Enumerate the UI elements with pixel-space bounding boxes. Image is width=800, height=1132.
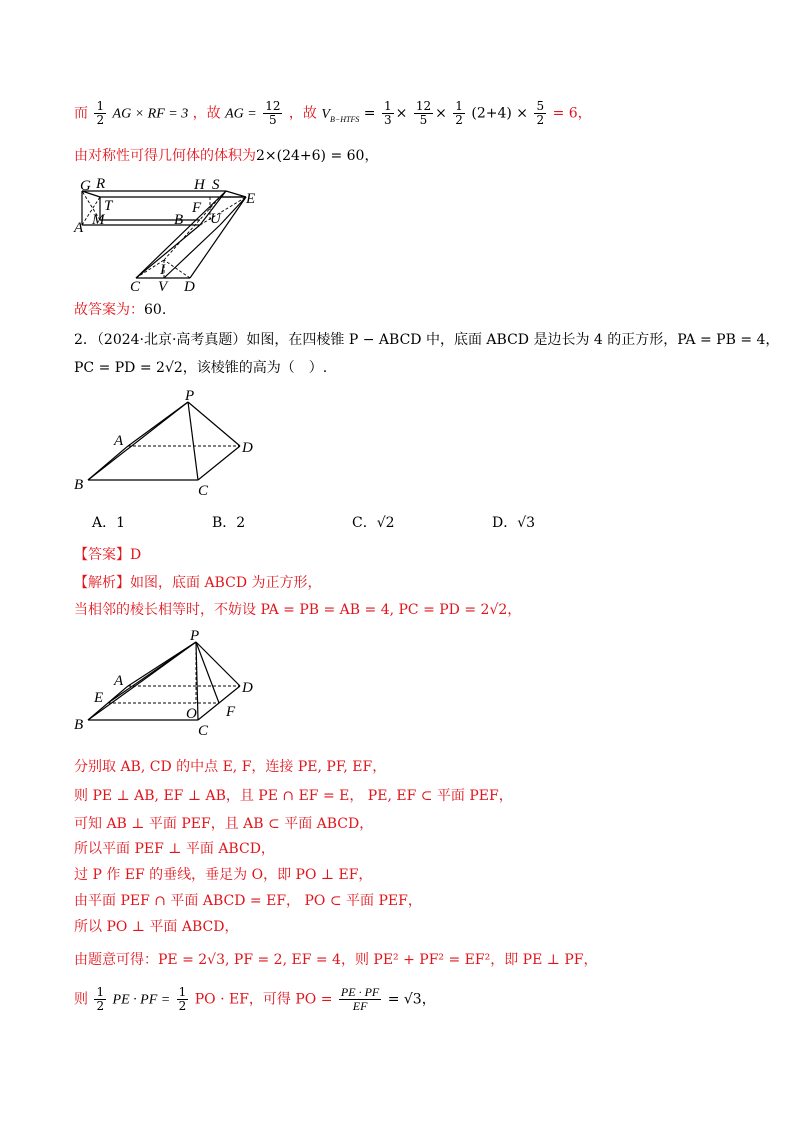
frac-den: 5 [269, 113, 277, 127]
fraction [414, 100, 433, 127]
step-prefix: 则 [74, 991, 88, 1008]
label-B: B [174, 212, 184, 228]
figure-pyramid [70, 388, 270, 503]
frac-den: 2 [96, 113, 105, 127]
label-B: B [74, 717, 84, 733]
label-B: B [74, 477, 84, 493]
frac-num: 5 [536, 99, 545, 113]
option-a[interactable]: A．1 [92, 515, 126, 531]
frac-den: 5 [419, 113, 428, 127]
step-5: 过 P 作 EF 的垂线，垂足为 O，即 PO ⊥ EF， [74, 867, 373, 883]
math-expr: PO · EF，可得 PO = [194, 991, 333, 1008]
question-2-line-1: 2．（2024·北京·高考真题）如图，在四棱锥 P − ABCD 中，底面 ABCD 是边长为 4 的正方形，PA = PB = 4， [74, 332, 780, 348]
label-I: I [160, 262, 165, 278]
label-U: U [210, 211, 221, 227]
label-A: A [114, 673, 124, 689]
option-c[interactable]: C．√2 [352, 515, 395, 531]
frac-num: 12 [265, 99, 281, 113]
fraction [94, 986, 106, 1013]
equation-line-1: 而 $\frac{1}{2}$ AG × RF = 3 ，故 AG = $\frac{12}{5}$ ，故 $V_{B-HTFS}$ = $\frac{1}{3}$ × $\frac{12}{5}$ × $\frac{1}{2}$ (2+4) × $\frac{5}{2}$ = 6， [74, 99, 592, 127]
label-G: G [80, 178, 91, 194]
frac-den: 3 [383, 113, 392, 127]
fraction [339, 986, 381, 1013]
label-H: H [194, 177, 205, 193]
fraction [534, 100, 546, 127]
label-C: C [130, 279, 141, 295]
math-end: = √3， [387, 991, 436, 1008]
fraction [382, 100, 394, 127]
step-3: 可知 AB ⊥ 平面 PEF，且 AB ⊂ 平面 ABCD， [74, 816, 374, 832]
label-E: E [94, 690, 104, 706]
frac-den: 2 [96, 999, 105, 1013]
label-O: O [186, 706, 197, 722]
step-1: 分别取 AB, CD 的中点 E, F，连接 PE, PF, EF， [74, 759, 387, 775]
label-R: R [96, 176, 106, 192]
step-6: 由平面 PEF ∩ 平面 ABCD = EF， PO ⊂ 平面 PEF， [74, 893, 422, 909]
period: . [161, 302, 167, 318]
math-expr: (2+4) × [471, 105, 529, 122]
label-F: F [192, 200, 202, 216]
answer-value: D [130, 547, 142, 563]
figure-composite-solid [70, 170, 270, 295]
label-D: D [242, 680, 253, 696]
math-expr: PE · PF = [112, 992, 171, 1008]
volume-symbol [321, 107, 359, 122]
analysis-label: 【解析】 [74, 575, 130, 591]
frac-den: EF [352, 999, 368, 1013]
answer-prefix: 故答案为： [74, 302, 144, 318]
text-prefix: 而 [74, 105, 88, 122]
analysis-line-1 [74, 573, 322, 593]
text-sep: ，故 [192, 105, 221, 122]
step-7: 所以 PO ⊥ 平面 ABCD， [74, 919, 239, 935]
step-4: 所以平面 PEF ⊥ 平面 ABCD， [74, 841, 275, 857]
label-C: C [198, 483, 209, 499]
label-P: P [185, 388, 195, 404]
analysis-text: 如图，底面 ABCD 为正方形， [130, 575, 322, 591]
volume-line [74, 146, 378, 166]
v-letter: V [321, 106, 330, 122]
frac-num: 1 [178, 985, 187, 999]
figure-pyramid-annotated [70, 628, 270, 743]
v-subscript: B−HTFS [329, 114, 360, 124]
options-row [0, 512, 800, 534]
math-end: = 6， [552, 105, 592, 122]
frac-den: 2 [178, 999, 187, 1013]
label-D: D [184, 279, 195, 295]
frac-den: 2 [536, 113, 545, 127]
frac-num: 1 [455, 99, 463, 113]
question-2-line-2: PC = PD = 2√2，该棱锥的高为（ ）. [74, 360, 328, 376]
label-D: D [242, 440, 253, 456]
math-expr: AG = [225, 106, 257, 122]
volume-text: 由对称性可得几何体的体积为 [74, 148, 256, 164]
frac-num: 1 [383, 99, 392, 113]
step-2: 则 PE ⊥ AB, EF ⊥ AB，且 PE ∩ EF = E， PE, EF ⊂ 平面 PEF， [74, 788, 513, 804]
frac-num: PE · PF [340, 985, 380, 999]
fraction [94, 100, 106, 127]
label-V: V [158, 279, 168, 295]
fraction [453, 100, 465, 127]
answer-line [74, 545, 141, 565]
answer-value: 60 [144, 302, 162, 318]
label-E: E [246, 191, 256, 207]
label-M: M [92, 212, 105, 228]
step-9 [74, 986, 436, 1013]
analysis-line-2: 当相邻的棱长相等时，不妨设 PA = PB = AB = 4, PC = PD = 2√2， [74, 602, 522, 618]
option-d[interactable]: D．√3 [492, 515, 536, 531]
label-S: S [212, 177, 220, 193]
label-T: T [104, 198, 113, 214]
frac-num: 12 [415, 99, 432, 113]
frac-num: 1 [96, 99, 105, 113]
fraction [263, 100, 282, 127]
label-F: F [226, 704, 236, 720]
answer-label: 【答案】 [74, 547, 130, 563]
step-8: 由题意可得：PE = 2√3, PF = 2, EF = 4，则 PE² + PF² = EF²，即 PE ⊥ PF， [74, 952, 598, 968]
volume-expr: 2×(24+6) = 60， [256, 148, 379, 164]
math-expr: AG × RF = 3 [112, 106, 189, 122]
equals: = [363, 105, 376, 122]
frac-num: 1 [96, 985, 105, 999]
label-P: P [190, 628, 200, 644]
frac-den: 2 [455, 113, 463, 127]
text-sep: ，故 [288, 105, 317, 122]
option-b[interactable]: B．2 [212, 515, 246, 531]
fraction [177, 986, 189, 1013]
label-A: A [74, 220, 84, 236]
label-A: A [114, 433, 124, 449]
label-C: C [198, 723, 209, 739]
answer-line-1 [74, 300, 166, 320]
